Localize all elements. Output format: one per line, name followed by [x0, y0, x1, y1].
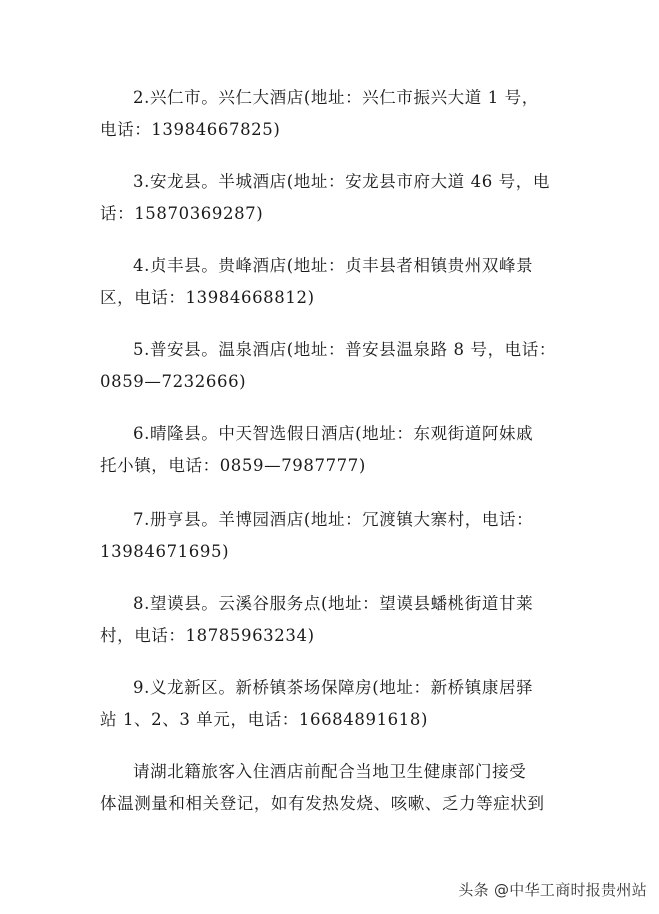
paragraph-hotel-qinglong	[100, 418, 570, 482]
paragraph-line: 站 1、2、3 单元，电话：16684891618)	[100, 710, 428, 729]
paragraph-line: 电话：13984667825)	[100, 120, 281, 139]
paragraph-hotel-puan	[100, 334, 570, 398]
paragraph-hotel-xingren	[100, 82, 570, 146]
paragraph-line: 3.安龙县。半城酒店(地址：安龙县市府大道 46 号，电	[133, 172, 550, 191]
paragraph-line: 4.贞丰县。贵峰酒店(地址：贞丰县者相镇贵州双峰景	[133, 256, 534, 275]
paragraph-line: 8.望谟县。云溪谷服务点(地址：望谟县蟠桃街道甘莱	[133, 594, 534, 613]
paragraph-line: 9.义龙新区。新桥镇茶场保障房(地址：新桥镇康居驿	[133, 678, 534, 697]
source-watermark: 头条 @中华工商时报贵州站	[458, 881, 647, 899]
paragraph-hotel-ceheng	[100, 504, 570, 568]
paragraph-line: 区，电话：13984668812)	[100, 288, 315, 307]
paragraph-notice	[100, 756, 570, 820]
paragraph-hotel-zhenfeng	[100, 250, 570, 314]
paragraph-line: 0859—7232666)	[100, 372, 247, 391]
paragraph-line: 5.普安县。温泉酒店(地址：普安县温泉路 8 号，电话：	[133, 340, 556, 359]
paragraph-line: 13984671695)	[100, 542, 230, 561]
paragraph-line: 村，电话：18785963234)	[100, 626, 315, 645]
paragraph-hotel-yilong	[100, 672, 570, 736]
paragraph-line: 2.兴仁市。兴仁大酒店(地址：兴仁市振兴大道 1 号，	[133, 88, 539, 107]
paragraph-line: 7.册亨县。羊博园酒店(地址：冗渡镇大寨村，电话：	[133, 510, 534, 529]
paragraph-line: 6.晴隆县。中天智选假日酒店(地址：东观街道阿妹戚	[133, 424, 534, 443]
paragraph-line: 请湖北籍旅客入住酒店前配合当地卫生健康部门接受	[133, 762, 527, 781]
paragraph-line: 体温测量和相关登记，如有发热发烧、咳嗽、乏力等症状到	[100, 794, 545, 813]
paragraph-hotel-wangmo	[100, 588, 570, 652]
paragraph-line: 话：15870369287)	[100, 204, 264, 223]
paragraph-line: 托小镇，电话：0859—7987777)	[100, 456, 366, 475]
paragraph-hotel-anlong	[100, 166, 570, 230]
